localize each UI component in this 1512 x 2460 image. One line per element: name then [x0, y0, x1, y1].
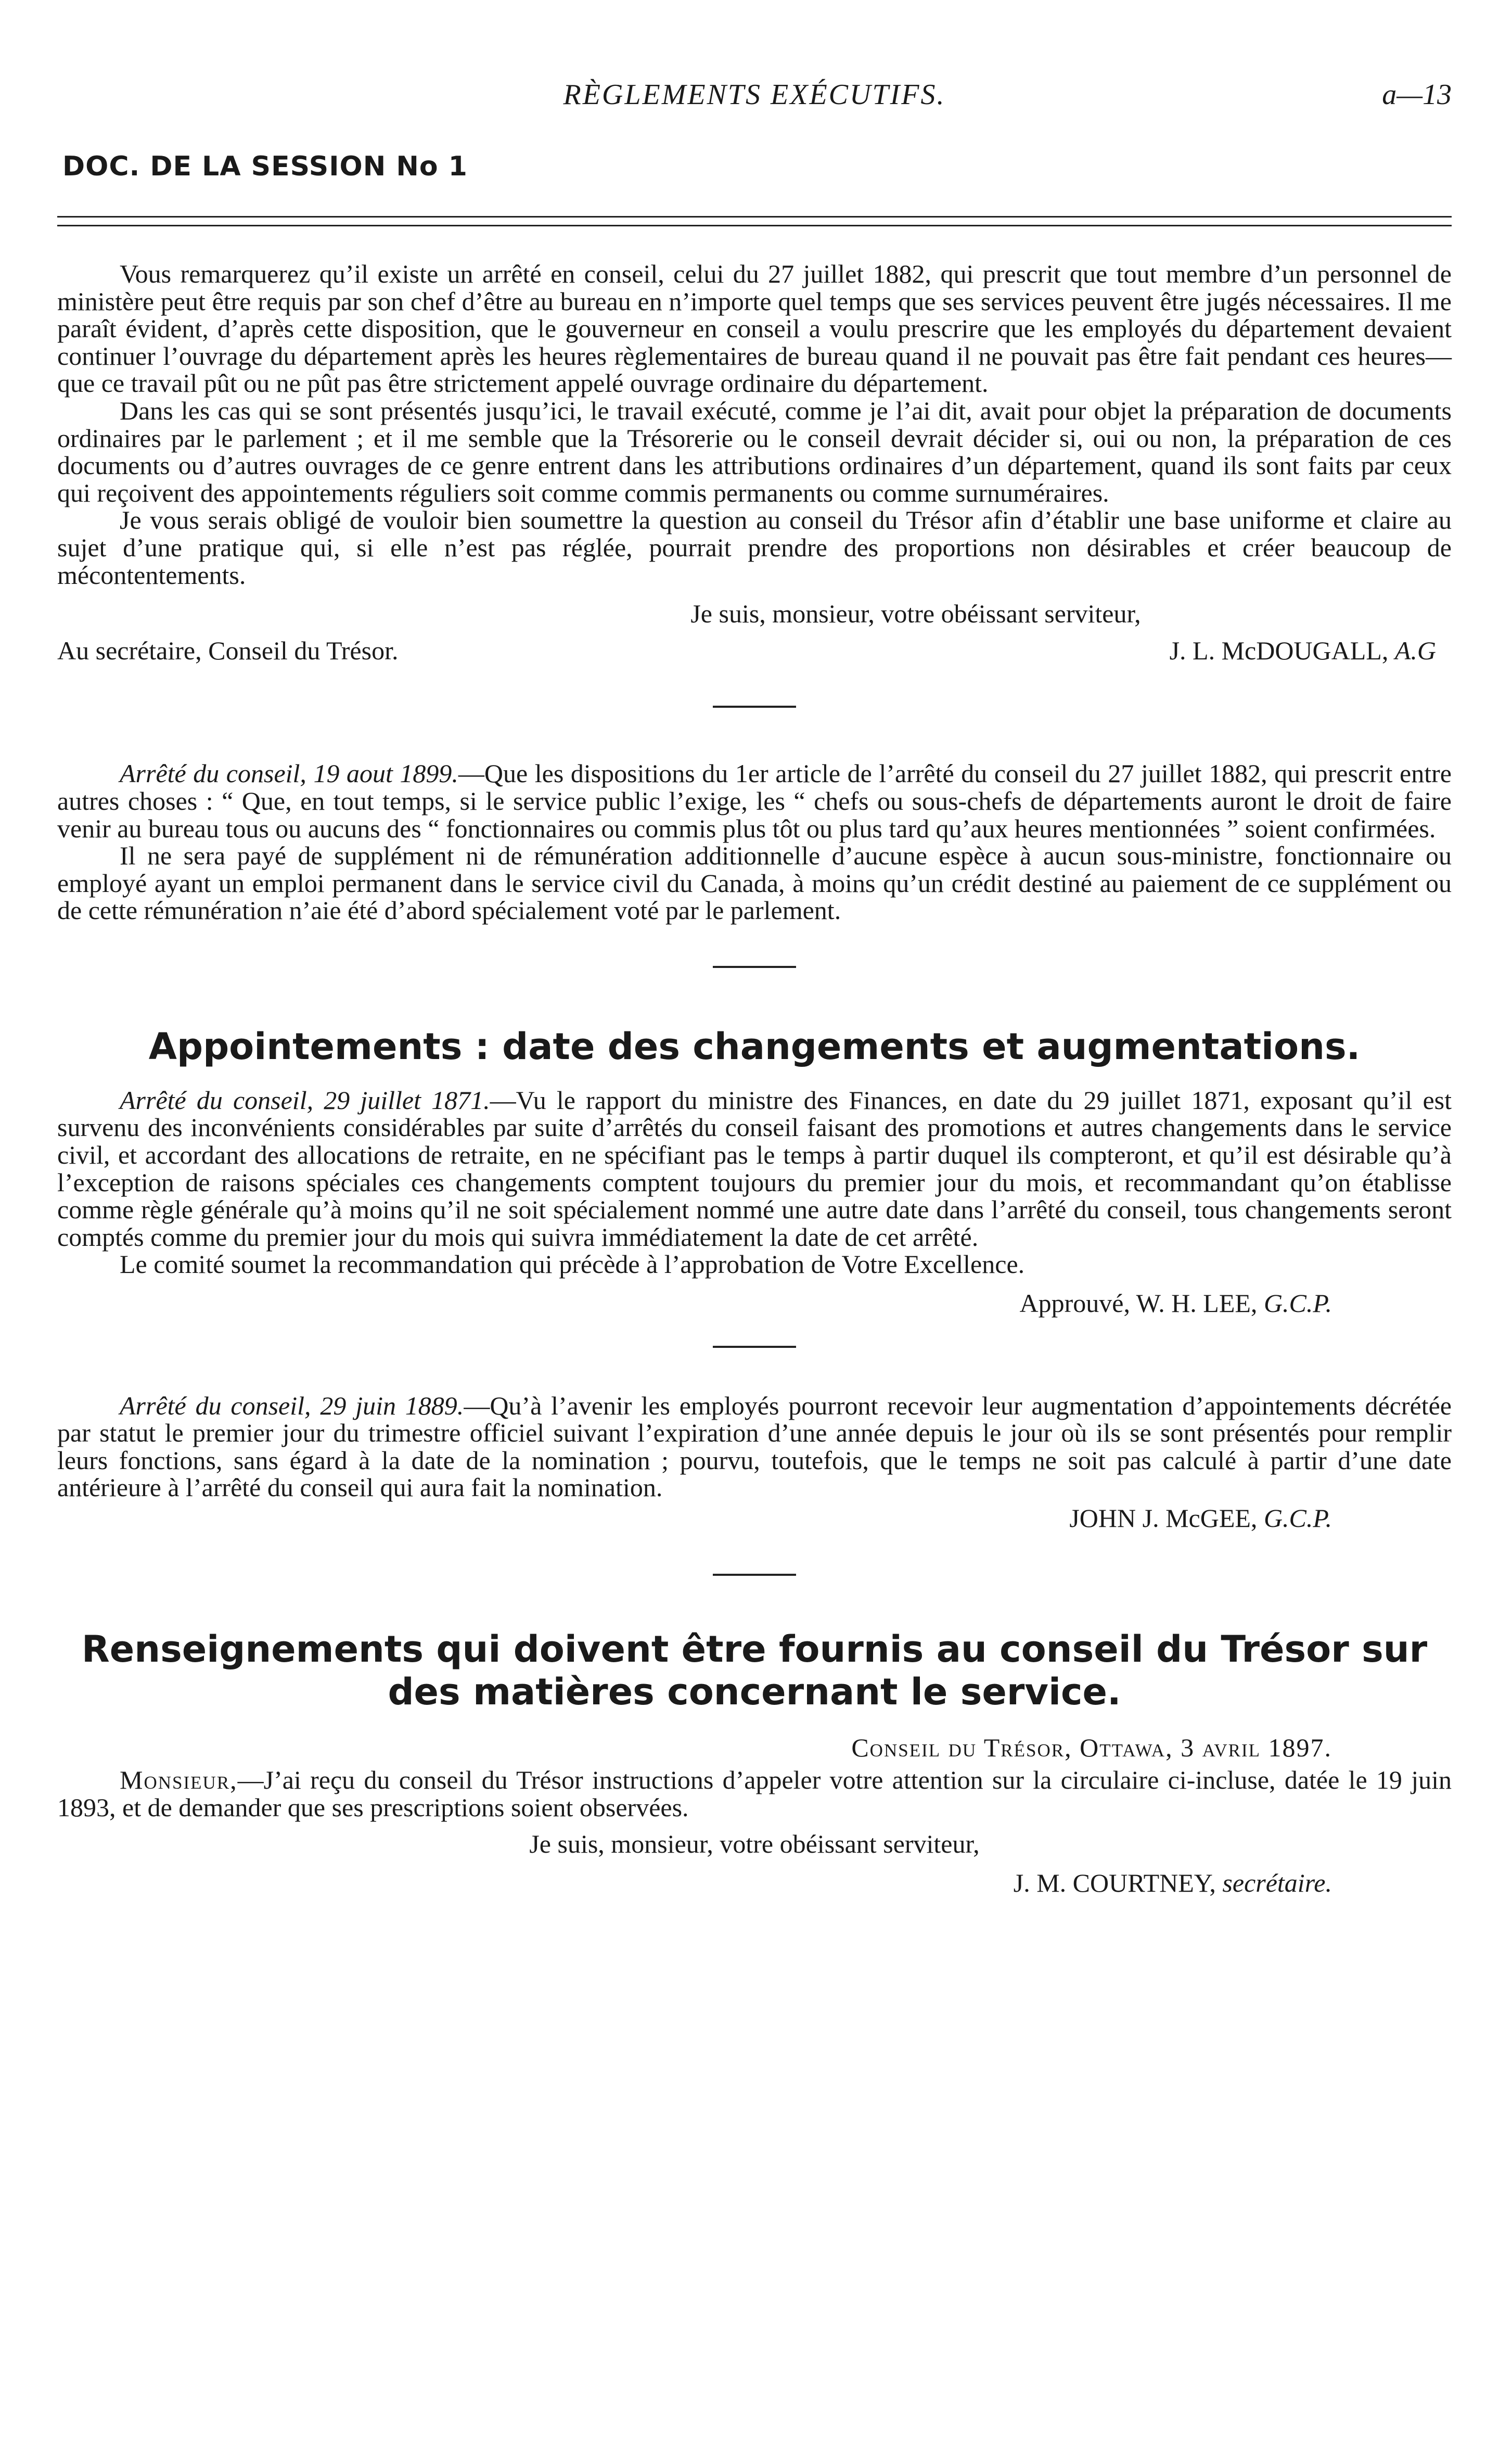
letter1-signature-title: A.G	[1394, 635, 1436, 665]
page-header	[57, 78, 1452, 125]
order1871-text: —Vu le rapport du ministre des Finances, en date du 29 juillet 1871, exposant qu’il est survenu des inconvénients considérables par suite d’arrêtés du conseil faisant des promotions et autres changements dans le service civil, et accordant des allocations de retraite, en ne spécifiant pas le temps à partir duquel ils compteront, et qu’il est désirable qu’à l’exception de raisons spéciales ces changements comptent toujours du premier jour du mois, et recommandant qu’on établisse comme règle générale qu’à moins qu’il ne soit spécialement nommé une autre date dans l’arrêté du conseil, tous changements seront comptés comme du premier jour du mois qui suivra immédiatement la date de cet arrêté.	[57, 1085, 1452, 1252]
renseignements-signature-title: secrétaire.	[1222, 1868, 1332, 1897]
section-heading-appointements: Appointements : date des changements et augmentations.	[148, 1025, 1361, 1068]
order1871-paragraph-2: Le comité soumet la recommandation qui précède à l’approbation de Votre Excellence.	[120, 1250, 1025, 1279]
running-title: RÈGLEMENTS EXÉCUTIFS.	[563, 79, 946, 111]
letter1-paragraph-2: Dans les cas qui se sont présentés jusqu’ici, le travail exécuté, comme je l’ai dit, avait pour objet la préparation de documents ordinaires par le parlement ; et il me semble que la Trésorerie ou le conseil devrait décider si, oui ou non, la préparation de ces documents ou d’autres ouvrages de ce genre entrent dans les attributions ordinaires d’un département, quand ils sont faits par ceux qui reçoivent des appointements réguliers soit comme commis permanents ou comme surnuméraires.	[57, 396, 1452, 507]
letter1-closing: Je suis, monsieur, votre obéissant serviteur,	[690, 599, 1141, 629]
renseignements-signature	[57, 1869, 1452, 1897]
renseignements-paragraph	[57, 1766, 1452, 1821]
heading-line-2: des matières concernant le service.	[388, 1670, 1121, 1713]
order1899-text: —Que les dispositions du 1er article de l’arrêté du conseil du 27 juillet 1882, qui prescrit entre autres choses : “ Que, en tout temps, si le service public l’exige, les “ chefs ou sous-chefs de départements auront le droit de faire venir au bureau tous ou aucuns des “ fonctionnaires ou commis plus tôt ou plus tard qu’aux heures mentionnées ” soient confirmées.	[57, 759, 1452, 843]
heading-line-1: Renseignements qui doivent être fournis au conseil du Trésor sur	[81, 1627, 1428, 1671]
order1899-paragraph-1	[57, 760, 1452, 842]
order1871-paragraph	[57, 1087, 1452, 1251]
order1871-signature-title: G.C.P.	[1263, 1289, 1332, 1318]
renseignements-dateline: Conseil du Trésor, Ottawa, 3 avril 1897.	[851, 1732, 1332, 1762]
letter1-signature	[1170, 637, 1452, 665]
letter1-signature-row	[57, 637, 1452, 665]
order1899-lead: Arrêté du conseil, 19 aout 1899.	[120, 759, 458, 788]
order1889-signature-name: JOHN J. McGEE,	[1069, 1503, 1258, 1533]
section-heading-renseignements	[57, 1628, 1452, 1713]
order1889-text: —Qu’à l’avenir les employés pourront recevoir leur augmentation d’appointements décrétée par statut le premier jour du trimestre officiel suivant l’expiration d’une année depuis le jour où ils se sont présentés pour remplir leurs fonctions, sans égard à la date de la nomination ; pourvu, toutefois, que le temps ne soit pas calculé à partir d’une date antérieure à l’arrêté du conseil qui aura fait la nomination.	[57, 1391, 1452, 1502]
letter1-paragraph-1: Vous remarquerez qu’il existe un arrêté en conseil, celui du 27 juillet 1882, qui prescrit que tout membre d’un personnel de ministère peut être requis par son chef d’être au bureau en n’importe quel temps que ses services peuvent être jugés nécessaires. Il me paraît évident, d’après cette disposition, que le gouverneur en conseil a voulu prescrire que les employés du département devaient continuer l’ouvrage du département après les heures règlementaires de bureau quand il ne pouvait pas être fait pendant ces heures—que ce travail pût ou ne pût pas être strictement appelé ouvrage ordinaire du département.	[57, 259, 1452, 398]
renseignements-salutation: Monsieur,	[120, 1765, 238, 1795]
order1889-signature-title: G.C.P.	[1263, 1503, 1332, 1533]
page-body	[57, 260, 1452, 1897]
letter1-signature-name: J. L. McDOUGALL,	[1169, 635, 1389, 665]
order1889-signature	[57, 1505, 1452, 1532]
order1871-signature-name: Approuvé, W. H. LEE,	[1019, 1289, 1258, 1318]
page-number: a—13	[1382, 79, 1452, 111]
header-double-rule	[57, 216, 1452, 226]
renseignements-closing: Je suis, monsieur, votre obéissant serviteur,	[529, 1829, 980, 1859]
doc-session-label: DOC. DE LA SESSION No 1	[62, 151, 468, 182]
order1899-paragraph-2: Il ne sera payé de supplément ni de rémunération additionnelle d’aucune espèce à aucun sous-ministre, fonctionnaire ou employé ayant un emploi permanent dans le service civil du Canada, à moins qu’un crédit destiné au paiement de ce supplément ou de cette rémunération n’aie été d’abord spécialement voté par le parlement.	[57, 841, 1452, 925]
letter1-paragraph-3: Je vous serais obligé de vouloir bien soumettre la question au conseil du Trésor afin d’établir une base uniforme et claire au sujet d’une pratique qui, si elle n’est pas réglée, pourrait prendre des proportions non désirables et créer beaucoup de mécontentements.	[57, 505, 1452, 590]
letter1-addressee: Au secrétaire, Conseil du Trésor.	[57, 635, 399, 665]
order1871-signature	[57, 1290, 1452, 1317]
order1871-lead: Arrêté du conseil, 29 juillet 1871.	[120, 1085, 490, 1115]
document-page	[57, 0, 1452, 2460]
renseignements-signature-name: J. M. COURTNEY,	[1013, 1868, 1216, 1897]
order1889-paragraph	[57, 1392, 1452, 1501]
renseignements-text: —J’ai reçu du conseil du Trésor instructions d’appeler votre attention sur la circulaire ci-incluse, datée le 19 juin 1893, et de demander que ses prescriptions soient observées.	[57, 1765, 1452, 1822]
order1889-lead: Arrêté du conseil, 29 juin 1889.	[120, 1391, 464, 1420]
